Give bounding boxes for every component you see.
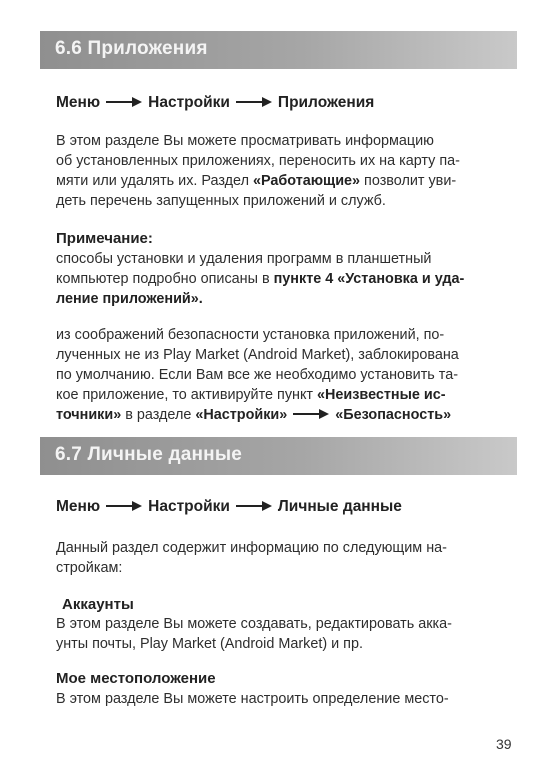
page-number: 39 xyxy=(496,736,512,752)
arrow-right-icon xyxy=(293,405,329,425)
nav-item-settings: Настройки xyxy=(148,498,230,515)
location-heading: Мое местоположение xyxy=(56,670,216,687)
arrow-right-icon xyxy=(236,498,272,516)
location-text xyxy=(56,689,517,709)
text-line: об установленных приложениях, переносить их на карту па- xyxy=(56,153,460,169)
nav-item-menu: Меню xyxy=(56,498,101,515)
text-line: из соображений безопасности установка приложений, по- xyxy=(56,327,445,343)
section-header-6-7 xyxy=(40,437,517,475)
arrow-right-icon xyxy=(236,94,272,112)
nav-path-apps xyxy=(56,94,374,112)
nav-path-personal xyxy=(56,498,402,516)
text-line: стройкам: xyxy=(56,560,123,576)
text-line: мяти или удалять их. Раздел «Работающие» позволит уви- xyxy=(56,173,457,189)
text-line: ление приложений». xyxy=(56,291,203,307)
note-text xyxy=(56,249,517,309)
section-title: 6.7 Личные данные xyxy=(55,444,243,465)
accounts-text xyxy=(56,614,517,654)
text-line: способы установки и удаления программ в планшетный xyxy=(56,251,432,267)
text-line: унты почты, Play Market (Android Market) и пр. xyxy=(56,636,363,652)
nav-item-personal-data: Личные данные xyxy=(277,498,402,515)
nav-item-menu: Меню xyxy=(56,94,101,111)
section-header-6-6 xyxy=(40,31,517,69)
text-line: В этом разделе Вы можете просматривать информацию xyxy=(56,133,434,149)
text-line: точники» в разделе «Настройки» «Безопасность» xyxy=(56,405,517,425)
text-line: деть перечень запущенных приложений и служб. xyxy=(56,193,386,209)
arrow-right-icon xyxy=(106,498,142,516)
text-line: по умолчанию. Если Вам все же необходимо установить та- xyxy=(56,367,459,383)
note-heading: Примечание: xyxy=(56,230,153,247)
nav-item-settings: Настройки xyxy=(148,94,230,111)
accounts-heading: Аккаунты xyxy=(62,596,134,613)
text-line: кое приложение, то активируйте пункт «Неизвестные ис- xyxy=(56,387,446,403)
nav-item-apps: Приложения xyxy=(277,94,375,111)
section-title: 6.6 Приложения xyxy=(55,38,208,59)
text-line: Данный раздел содержит информацию по следующим на- xyxy=(56,540,447,556)
security-note xyxy=(56,325,517,425)
arrow-right-icon xyxy=(106,94,142,112)
text-line: В этом разделе Вы можете настроить определение место- xyxy=(56,691,449,707)
apps-description xyxy=(56,131,517,211)
text-line: лученных не из Play Market (Android Market), заблокирована xyxy=(56,347,459,363)
text-line: компьютер подробно описаны в пункте 4 «Установка и уда- xyxy=(56,271,465,287)
text-line: В этом разделе Вы можете создавать, редактировать акка- xyxy=(56,616,452,632)
personal-intro xyxy=(56,538,517,578)
